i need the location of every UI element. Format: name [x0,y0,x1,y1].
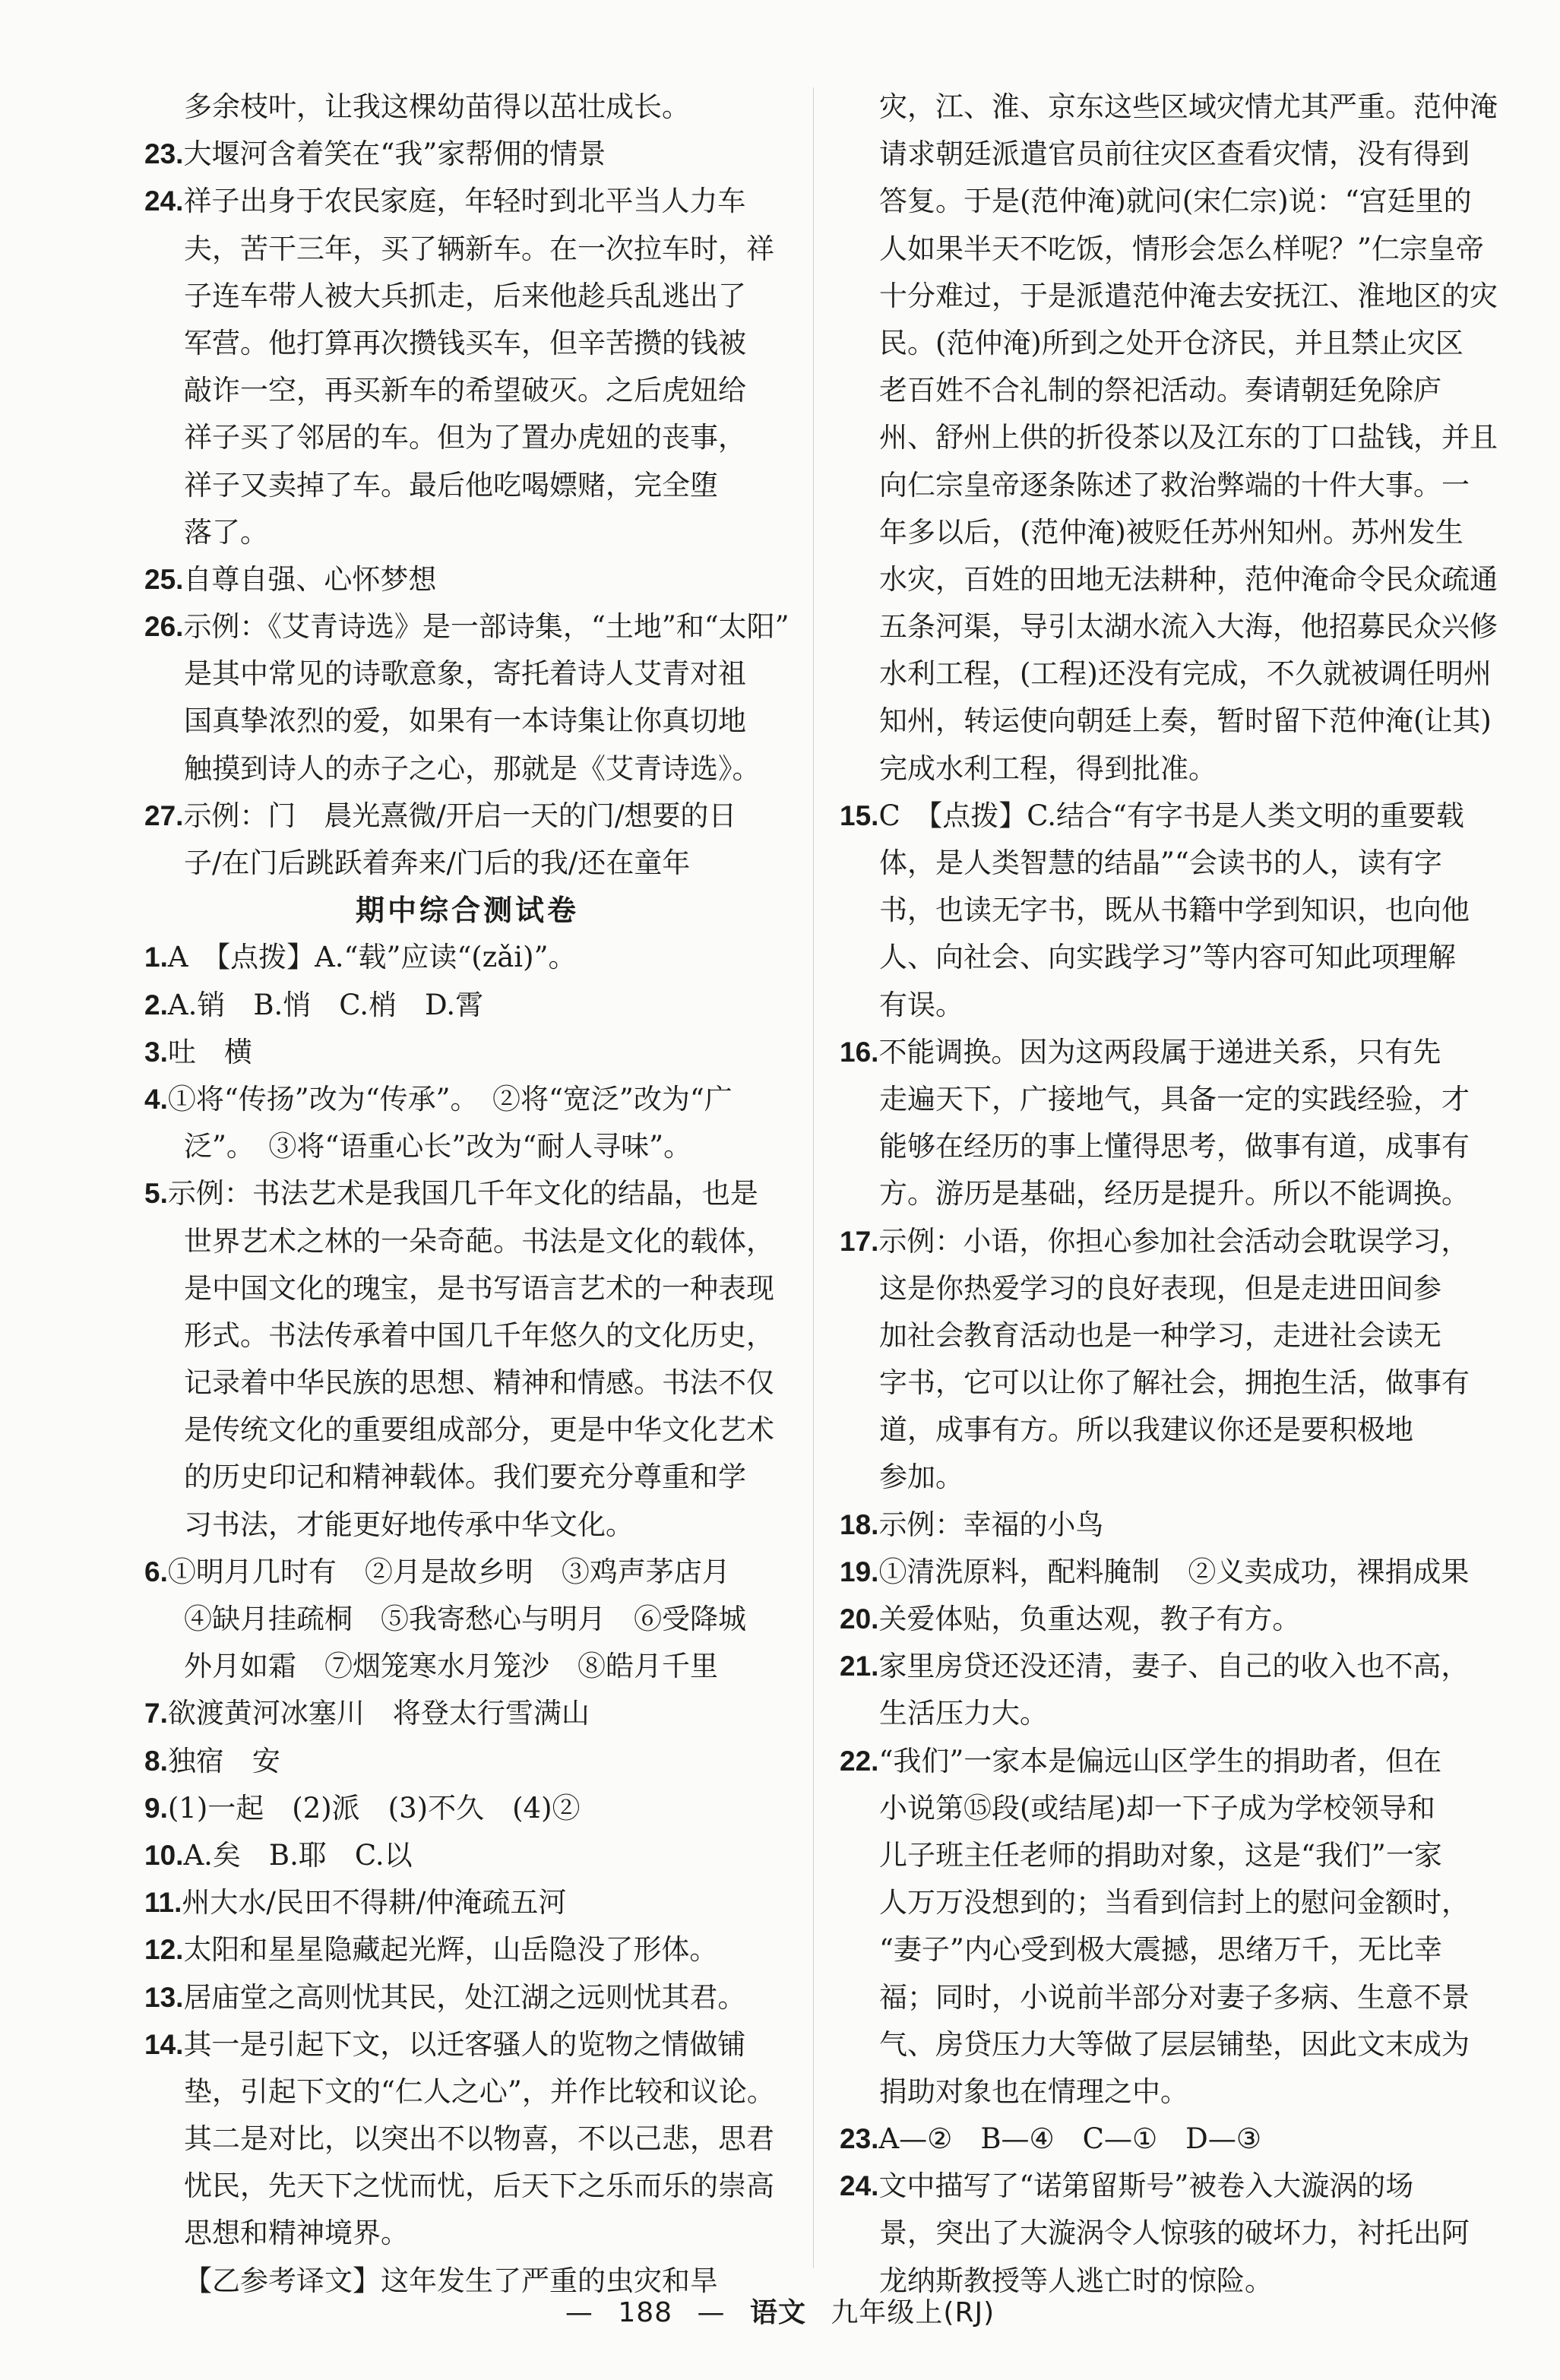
item-text: 【乙参考译文】这年发生了严重的虫灾和旱 [184,2264,718,2297]
item-text: 示例：小语，你担心参加社会活动会耽误学习， [878,1224,1470,1258]
item-text: 外月如霜 ⑦烟笼寒水月笼沙 ⑧皓月千里 [184,1650,718,1683]
item-number: 14. [144,2028,184,2060]
item-number: 9. [144,1792,168,1824]
item-text: 大堰河含着笑在“我”家帮佣的情景 [183,138,606,171]
item-text: 触摸到诗人的赤子之心，那就是《艾青诗选》。 [184,752,761,785]
item-text: 自尊自强、心怀梦想 [183,562,437,596]
text-line [144,1312,790,1359]
text-line [144,414,790,461]
answer-item [144,793,790,840]
text-line [840,840,1493,887]
item-text: 请求朝廷派遣官员前往灾区查看灾情，没有得到 [879,138,1470,171]
text-line [840,84,1498,131]
text-line [840,1926,1493,1973]
answer-item [840,1218,1493,1265]
subject-label: 语文 [749,2297,806,2328]
item-text: 思想和精神境界。 [184,2217,409,2250]
text-line [144,509,790,556]
text-line [840,1785,1493,1832]
text-line [840,320,1493,367]
item-text: 能够在经历的事上懂得思考，做事有道，成事有 [879,1130,1470,1163]
item-text: 人如果半天不吃饭，情形会怎么样呢？”仁宗皇帝 [879,232,1484,265]
item-text: 其二是对比，以突出不以物喜，不以己悲，思君 [184,2122,774,2156]
item-number: 12. [144,1934,184,1966]
item-text: 儿子班主任老师的捐助对象，这是“我们”一家 [879,1838,1442,1872]
text-line [144,1643,790,1690]
item-text: 垫，引起下文的“仁人之心”，并作比较和议论。 [184,2075,775,2108]
item-number: 13. [144,1981,184,2013]
item-text: 州大水/民田不得耕/仲淹疏五河 [182,1886,567,1920]
item-text: 是其中常见的诗歌意象，寄托着诗人艾青对祖 [184,657,746,691]
answer-item [144,1738,790,1785]
item-number: 22. [840,1745,879,1777]
text-line [144,1123,790,1170]
item-text: 这是你热爱学习的良好表现，但是走进田间参 [879,1271,1441,1305]
section-title: 期中综合测试卷 [355,894,579,928]
text-line [840,178,1493,225]
text-line [840,1312,1493,1359]
item-number: 24. [144,185,184,217]
item-number: 16. [840,1036,879,1068]
item-text: 是中国文化的瑰宝，是书写语言艺术的一种表现 [184,1271,774,1305]
answer-item [144,1926,790,1973]
item-text: 走遍天下，广接地气，具备一定的实践经验，才 [879,1082,1470,1116]
item-text: 家里房贷还没还清，妻子、自己的收入也不高， [878,1650,1470,1683]
answer-item [144,1785,790,1832]
item-text: 多余枝叶，让我这棵幼苗得以茁壮成长。 [184,90,690,123]
item-text: 灾，江、淮、京东这些区域灾情尤其严重。范仲淹 [879,90,1498,123]
item-number: 1. [144,942,168,973]
text-line [144,650,790,698]
item-text: 居庙堂之高则忧其民，处江湖之远则忧其君。 [183,1980,746,2014]
item-text: 欲渡黄河冰塞川 将登太行雪满山 [167,1697,590,1730]
text-line [840,1690,1493,1737]
item-text: 示例：门 晨光熹微/开启一天的门/想要的日 [183,799,737,832]
item-text: A—② B—④ C—① D—③ [878,2122,1262,2156]
answer-item [144,1076,790,1123]
item-text: ①将“传扬”改为“传承”。 ②将“宽泛”改为“广 [167,1082,733,1116]
answer-item [840,793,1493,840]
item-text: 子连车带人被大兵抓走，后来他趁兵乱逃出了 [184,279,746,312]
item-text: 形式。书法传承着中国几千年悠久的文化历史， [184,1318,774,1352]
answer-item [144,1690,790,1737]
item-text: 知州，转运使向朝廷上奏，暂时留下范仲淹(让其) [879,704,1492,738]
text-line [144,2068,790,2116]
item-text: ①清洗原料，配料腌制 ②义卖成功，裸捐成果 [878,1555,1470,1588]
text-line [840,934,1493,981]
page-number: 188 [618,2297,673,2328]
item-text: 子/在门后跳跃着奔来/门后的我/还在童年 [184,847,691,879]
text-line [144,1407,790,1454]
item-text: 泛”。 ③将“语重心长”改为“耐人寻味”。 [184,1130,692,1163]
item-number: 26. [144,611,184,643]
item-text: 军营。他打算再次攒钱买车，但辛苦攒的钱被 [184,326,746,359]
text-line [840,698,1493,745]
answer-item [144,1029,790,1076]
item-text: 人、向社会、向实践学习”等内容可知此项理解 [879,941,1456,974]
text-line [840,745,1493,793]
item-number: 8. [144,1745,168,1777]
item-number: 7. [144,1698,168,1730]
item-number: 18. [840,1508,879,1540]
item-text: 捐助对象也在情理之中。 [879,2075,1188,2108]
text-line [144,1454,790,1501]
item-text: 参加。 [879,1461,964,1494]
text-line [840,650,1493,698]
item-text: C 【点拨】C.结合“有字书是人类文明的重要载 [878,799,1464,832]
item-text: 州、舒州上供的折役茶以及江东的丁口盐钱，并且 [879,421,1498,454]
answer-item [144,2021,790,2068]
text-line [840,414,1498,461]
text-line [144,462,790,509]
item-text: 独宿 安 [167,1744,280,1777]
item-text: 民。(范仲淹)所到之处开仓济民，并且禁止灾区 [879,326,1463,359]
page-footer [0,2291,1560,2330]
text-line [840,2068,1493,2116]
item-text: 习书法，才能更好地传承中华文化。 [184,1508,634,1541]
text-line [840,887,1493,934]
item-number: 27. [144,799,184,831]
item-text: 答复。于是(范仲淹)就问(宋仁宗)说：“宫廷里的 [879,185,1472,218]
text-line [144,2116,790,2163]
item-text: 落了。 [184,515,268,549]
text-line [840,462,1493,509]
text-line [840,509,1493,556]
item-text: 完成水利工程，得到批准。 [879,752,1217,785]
item-number: 21. [840,1650,879,1682]
text-line [840,1832,1493,1879]
answer-item [840,1596,1493,1643]
answer-item [144,934,790,981]
item-text: 不能调换。因为这两段属于递进关系，只有先 [878,1035,1441,1068]
item-text: 吐 横 [167,1035,252,1068]
answer-item [144,1170,790,1217]
text-line [144,2163,790,2210]
item-text: 龙纳斯教授等人逃亡时的惊险。 [879,2264,1273,2297]
item-text: 关爱体贴，负重达观，教子有方。 [878,1603,1301,1635]
text-line [840,367,1493,414]
text-line [840,1076,1493,1123]
item-text: 年多以后，(范仲淹)被贬任苏州知州。苏州发生 [879,515,1463,549]
text-line [840,273,1498,320]
text-line [840,226,1493,273]
column-divider [813,87,814,2268]
text-line [840,131,1493,178]
item-text: ④缺月挂疏桐 ⑤我寄愁心与明月 ⑥受降城 [184,1603,746,1635]
text-line [144,2210,790,2257]
item-text: 祥子又卖掉了车。最后他吃喝嫖赌，完全堕 [184,468,718,502]
item-number: 11. [144,1887,182,1919]
item-text: A.销 B.悄 C.梢 D.霄 [167,988,484,1021]
grade-label: 九年级上(RJ) [831,2297,995,2328]
item-text: 福；同时，小说前半部分对妻子多病、生意不景 [879,1980,1470,2014]
item-text: “我们”一家本是偏远山区学生的捐助者，但在 [878,1744,1442,1777]
item-text: 人万万没想到的；当看到信封上的慰问金额时， [879,1886,1470,1920]
footer-dash-left: — [565,2297,593,2328]
item-text: 文中描写了“诺第留斯号”被卷入大漩涡的场 [878,2170,1414,2203]
text-line [840,1123,1493,1170]
answer-item [144,1549,790,1596]
item-text: A 【点拨】A.“载”应读“(zǎi)”。 [167,941,577,974]
text-line [144,273,790,320]
text-line [840,2210,1493,2257]
text-line [840,1265,1493,1312]
item-number: 10. [144,1839,184,1871]
text-line [840,603,1498,650]
text-line [840,1879,1493,1926]
item-text: 道，成事有方。所以我建议你还是要积极地 [879,1413,1413,1447]
item-number: 23. [144,138,184,170]
text-line [144,698,790,745]
text-line [840,1359,1493,1407]
answer-item [144,603,790,650]
item-text: 忧民，先天下之忧而忧，后天下之乐而乐的崇高 [184,2170,774,2203]
answer-item [144,131,790,178]
answer-item [144,1974,790,2021]
item-text: 老百姓不合礼制的祭祀活动。奏请朝廷免除庐 [879,374,1441,407]
item-text: 十分难过，于是派遣范仲淹去安抚江、淮地区的灾 [879,279,1498,312]
text-line [144,320,790,367]
text-line [840,982,1493,1029]
answer-item [144,1832,790,1879]
answer-item [840,2163,1493,2210]
left-column [144,84,790,2305]
text-line [144,1359,790,1407]
answer-item [840,1643,1493,1690]
item-text: 示例：《艾青诗选》是一部诗集，“土地”和“太阳” [183,610,789,644]
item-text: 示例：幸福的小鸟 [878,1508,1104,1541]
item-text: 敲诈一空，再买新车的希望破灭。之后虎妞给 [184,374,746,407]
item-text: 国真挚浓烈的爱，如果有一本诗集让你真切地 [184,704,746,738]
text-line [840,1454,1493,1501]
answer-item [840,1029,1493,1076]
item-text: (1)一起 (2)派 (3)不久 (4)② [167,1791,581,1825]
item-text: 夫，苦干三年，买了辆新车。在一次拉车时，祥 [184,232,774,265]
item-text: 小说第⑮段(或结尾)却一下子成为学校领导和 [879,1791,1435,1825]
item-text: 其一是引起下文，以迁客骚人的览物之情做铺 [183,2027,746,2061]
item-text: 示例：书法艺术是我国几千年文化的结晶，也是 [167,1177,758,1211]
answer-item [144,1879,790,1926]
right-column [840,84,1498,2305]
text-line [144,1502,790,1549]
answer-item [144,982,790,1029]
item-text: 字书，它可以让你了解社会，拥抱生活，做事有 [879,1366,1470,1400]
text-line [144,1265,790,1312]
item-text: A.矣 B.耶 C.以 [183,1838,413,1872]
item-number: 2. [144,989,168,1021]
item-number: 6. [144,1556,168,1587]
item-text: 景，突出了大漩涡令人惊骇的破坏力，衬托出阿 [879,2217,1470,2250]
item-text: 太阳和星星隐藏起光辉，山岳隐没了形体。 [183,1933,718,1967]
text-line [840,1974,1493,2021]
item-number: 5. [144,1178,168,1210]
item-number: 23. [840,2123,879,2155]
item-text: 祥子买了邻居的车。但为了置办虎妞的丧事， [184,421,746,454]
text-line [840,1170,1493,1217]
answer-item [144,556,790,603]
item-number: 3. [144,1036,168,1068]
text-line [144,1596,790,1643]
footer-dash-right: — [697,2297,726,2328]
answer-item [840,2116,1493,2163]
text-line [144,84,790,131]
item-text: 祥子出身于农民家庭，年轻时到北平当人力车 [183,185,746,218]
item-number: 17. [840,1225,879,1257]
item-text: “妻子”内心受到极大震撼，思绪万千，无比幸 [879,1933,1442,1967]
item-text: 五条河渠，导引太湖水流入大海，他招募民众兴修 [879,610,1498,644]
answer-item [840,1738,1493,1785]
text-line [144,1218,790,1265]
item-text: 的历史印记和精神载体。我们要充分尊重和学 [184,1461,746,1494]
item-number: 19. [840,1556,879,1587]
text-line [144,226,790,273]
item-text: 体，是人类智慧的结晶”“会读书的人，读有字 [879,847,1442,879]
text-line [144,745,790,793]
text-line [840,1407,1493,1454]
text-line [144,367,790,414]
item-text: 向仁宗皇帝逐条陈述了救治弊端的十件大事。一 [879,468,1470,502]
item-text: 记录着中华民族的思想、精神和情感。书法不仅 [184,1366,774,1400]
item-text: 世界艺术之林的一朵奇葩。书法是文化的载体， [184,1224,774,1258]
item-number: 15. [840,799,879,831]
item-number: 25. [144,563,184,595]
item-text: 方。游历是基础，经历是提升。所以不能调换。 [879,1177,1470,1211]
item-number: 24. [840,2170,879,2202]
item-text: 生活压力大。 [879,1697,1048,1730]
item-text: ①明月几时有 ②月是故乡明 ③鸡声茅店月 [167,1555,730,1588]
item-text: 水利工程，(工程)还没有完成，不久就被调任明州 [879,657,1492,691]
item-text: 有误。 [879,988,964,1021]
answer-item [144,178,790,225]
text-line [144,840,790,887]
answer-item [840,1549,1493,1596]
item-text: 水灾，百姓的田地无法耕种，范仲淹命令民众疏通 [879,562,1498,596]
item-text: 书，也读无字书，既从书籍中学到知识，也向他 [879,894,1470,927]
item-text: 是传统文化的重要组成部分，更是中华文化艺术 [184,1413,774,1447]
item-text: 加社会教育活动也是一种学习，走进社会读无 [879,1318,1441,1352]
item-number: 4. [144,1083,168,1115]
text-line [840,556,1498,603]
text-line [840,2021,1493,2068]
answer-item [840,1502,1493,1549]
item-text: 气、房贷压力大等做了层层铺垫，因此文末成为 [879,2027,1470,2061]
item-number: 20. [840,1603,879,1635]
